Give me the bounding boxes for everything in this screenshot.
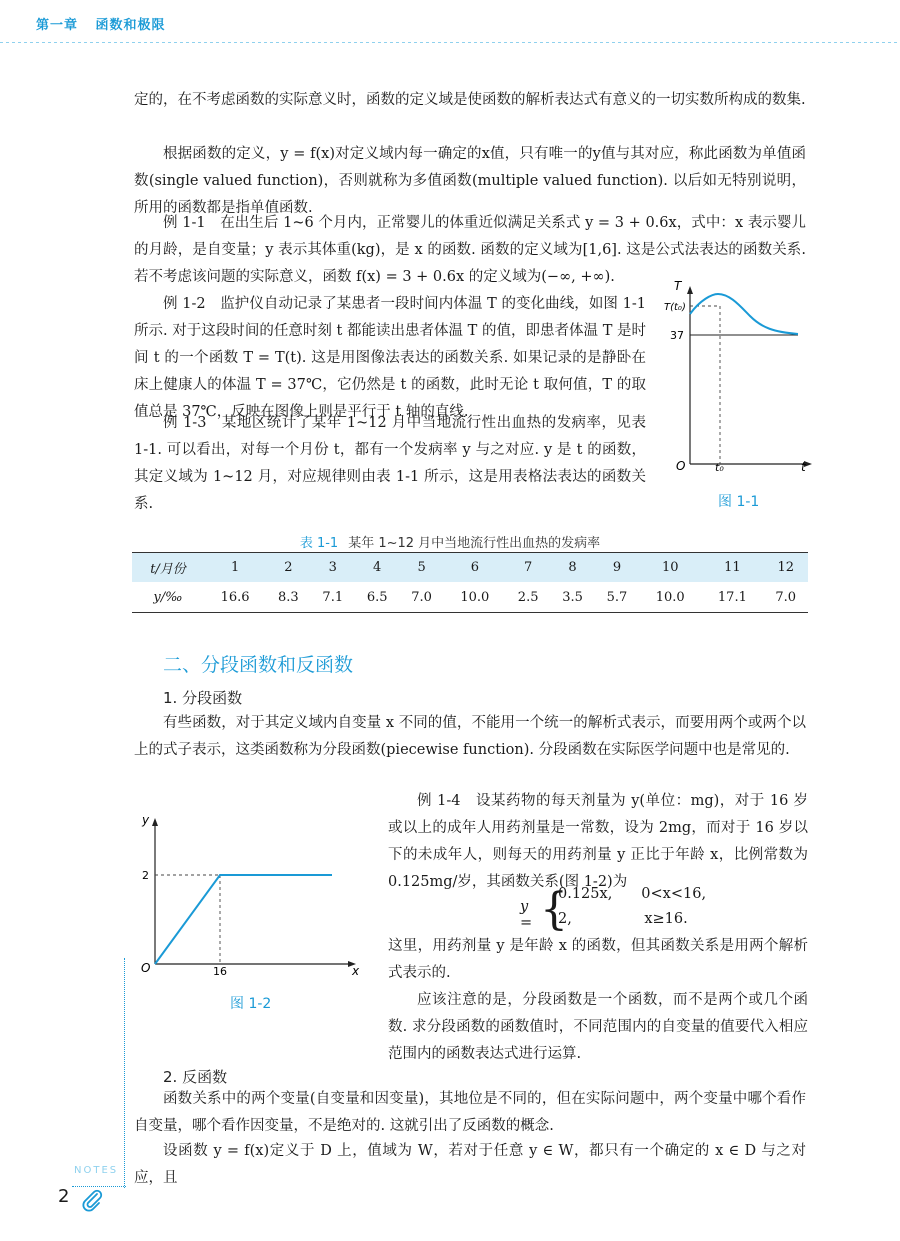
- table-cell: 17.1: [701, 583, 763, 613]
- table-cell: 10.0: [639, 583, 701, 613]
- fig1-tick-t0: t₀: [715, 461, 724, 474]
- paragraph: 设函数 y = f(x)定义于 D 上，值域为 W，若对于任意 y ∈ W，都只有一个确定的 x ∈ D 与之对应，且: [134, 1143, 806, 1186]
- table-cell: 5: [399, 553, 443, 583]
- fig1-xlabel: t: [801, 460, 806, 474]
- fig2-xlabel: x: [352, 964, 360, 978]
- chapter-title: 函数和极限: [95, 18, 166, 33]
- table-cell: 6: [444, 553, 506, 583]
- margin-rule: [124, 958, 125, 1188]
- paragraph: 定的，在不考虑函数的实际意义时，函数的定义域是使函数的解析表达式有意义的一切实数所构成的数集.: [134, 92, 806, 108]
- section-heading: 二、分段函数和反函数: [163, 654, 354, 676]
- incidence-table: [132, 552, 808, 613]
- table-cell: 7: [506, 553, 550, 583]
- fig1-ylabel: T: [674, 279, 682, 293]
- header-rule: [0, 42, 900, 43]
- fig1-origin: O: [676, 459, 686, 473]
- table-cell: 10.0: [444, 583, 506, 613]
- table-row-header: t/月份: [132, 553, 204, 583]
- fig2-tick-16: 16: [213, 965, 227, 978]
- table-cell: 9: [595, 553, 639, 583]
- table-cell: 8: [550, 553, 594, 583]
- table-cell: 3.5: [550, 583, 594, 613]
- table-cell: 16.6: [204, 583, 266, 613]
- paragraph: 这里，用药剂量 y 是年龄 x 的函数，但其函数关系是用两个解析式表示的.: [388, 938, 808, 981]
- paragraph: 例 1-1 在出生后 1~6 个月内，正常婴儿的体重近似满足关系式 y = 3 + 0.6x，式中：x 表示婴儿的月龄，是自变量；y 表示其体重(kg)，是 x 的函数. 函数的定义域为[1,6]. 这是公式法表达的函数关系. 若不考虑该问题的实际意义，函数 f(x) = 3 + 0.6x 的定义域为(−∞, +∞).: [134, 215, 806, 285]
- table-cell: 10: [639, 553, 701, 583]
- table-caption: [0, 532, 900, 551]
- table-cell: 8.3: [266, 583, 310, 613]
- table-cell: 5.7: [595, 583, 639, 613]
- formula-case-2: 2, x≥16.: [558, 911, 688, 927]
- table-cell: 11: [701, 553, 763, 583]
- figure-1-2: [130, 812, 370, 982]
- table-row: [132, 553, 808, 583]
- table-row: [132, 583, 808, 613]
- table-cell: 2.5: [506, 583, 550, 613]
- table-cell: 7.0: [763, 583, 808, 613]
- subsection-heading: 2. 反函数: [163, 1068, 228, 1086]
- table-cell: 6.5: [355, 583, 399, 613]
- table-cell: 3: [311, 553, 355, 583]
- paragraph: 例 1-2 监护仪自动记录了某患者一段时间内体温 T 的变化曲线，如图 1-1 所示. 对于这段时间的任意时刻 t 都能读出患者体温 T 的值，即患者体温 T 是时间 t 的一个函数 T = T(t). 这是用图像法表达的函数关系. 如果记录的是静卧在床上健康人的体温 T = 37℃，它仍然是 t 的函数，此时无论 t 取何值，T 的取值总是 37℃，反映在图像上则是平行于 t 轴的直线.: [134, 296, 646, 420]
- table-caption-number: 表 1-1: [299, 536, 339, 551]
- table-cell: 7.1: [311, 583, 355, 613]
- figure-1-1-caption: 图 1-1: [718, 494, 760, 510]
- page-number: 2: [58, 1186, 70, 1207]
- notes-label: NOTES: [74, 1165, 119, 1176]
- fig1-tick-t0-value: T(t₀): [664, 302, 686, 313]
- paragraph: 应该注意的是，分段函数是一个函数，而不是两个或几个函数. 求分段函数的函数值时，不同范围内的自变量的值要代入相应范围内的函数表达式进行运算.: [388, 992, 808, 1062]
- fig2-tick-2: 2: [142, 869, 149, 882]
- formula-brace: {: [540, 884, 568, 935]
- table-cell: 4: [355, 553, 399, 583]
- chapter-label: 第一章: [36, 18, 79, 33]
- running-header: [36, 14, 166, 33]
- fig2-ylabel: y: [142, 813, 150, 827]
- table-cell: 2: [266, 553, 310, 583]
- formula-lhs: y =: [520, 899, 533, 931]
- table-row-header: y/‰: [132, 583, 204, 613]
- paragraph: 有些函数，对于其定义域内自变量 x 不同的值，不能用一个统一的解析式表示，而要用两个或两个以上的式子表示，这类函数称为分段函数(piecewise function). 分段函数在实际医学问题中也是常见的.: [134, 715, 806, 758]
- temperature-curve: [690, 294, 798, 334]
- table-cell: 1: [204, 553, 266, 583]
- paragraph: 函数关系中的两个变量(自变量和因变量)，其地位是不同的，但在实际问题中，两个变量中哪个看作自变量，哪个看作因变量，不是绝对的. 这就引出了反函数的概念.: [134, 1091, 806, 1134]
- table-cell: 12: [763, 553, 808, 583]
- fig1-tick-37: 37: [670, 329, 684, 342]
- subsection-heading: 1. 分段函数: [163, 689, 243, 707]
- table-cell: 7.0: [399, 583, 443, 613]
- figure-1-1: [660, 278, 820, 478]
- paragraph: 例 1-4 设某药物的每天剂量为 y(单位：mg)，对于 16 岁或以上的成年人用药剂量是一常数，设为 2mg，而对于 16 岁以下的未成年人，则每天的用药剂量 y 正比于年龄 x，比例常数为 0.125mg/岁，其函数关系(图 1-2)为: [388, 793, 808, 890]
- notes-rule: [72, 1186, 126, 1187]
- dosage-line: [155, 875, 332, 964]
- formula-case-1: 0.125x, 0<x<16,: [558, 886, 707, 902]
- paragraph: 根据函数的定义，y = f(x)对定义域内每一确定的x值，只有唯一的y值与其对应，称此函数为单值函数(single valued function)，否则就称为多值函数(multiple valued function). 以后如无特别说明，所用的函数都是指单值函数.: [134, 146, 806, 216]
- figure-1-2-caption: 图 1-2: [230, 996, 272, 1012]
- paperclip-icon: [80, 1188, 104, 1212]
- fig2-origin: O: [141, 961, 151, 975]
- paragraph: 例 1-3 某地区统计了某年 1~12 月中当地流行性出血热的发病率，见表 1-1. 可以看出，对每一个月份 t，都有一个发病率 y 与之对应. y 是 t 的函数，其定义域为 1~12 月，对应规律则由表 1-1 所示，这是用表格法表达的函数关系.: [134, 415, 646, 512]
- table-caption-text: 某年 1~12 月中当地流行性出血热的发病率: [348, 536, 601, 551]
